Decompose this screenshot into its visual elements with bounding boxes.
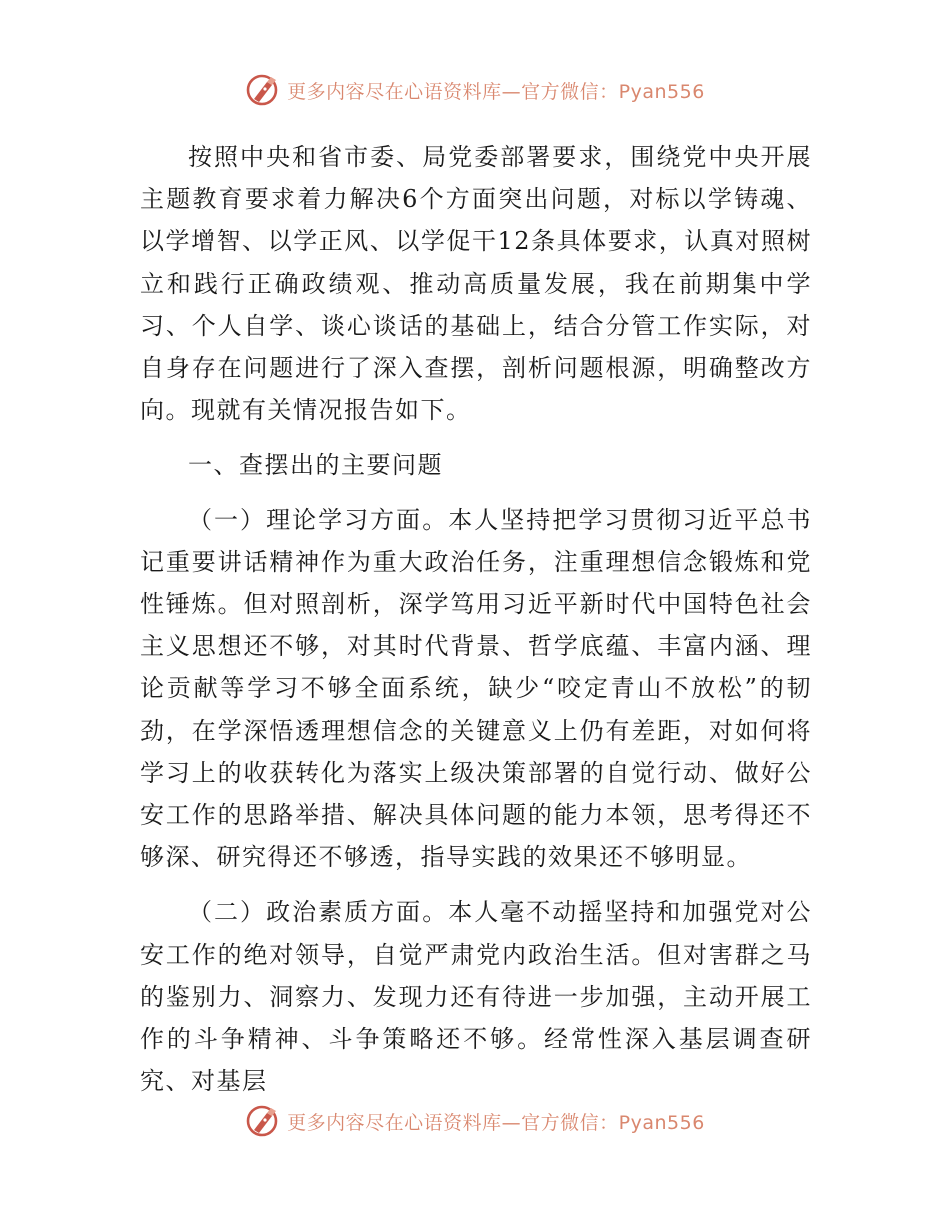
watermark-footer [0,1101,950,1141]
watermark-text: 更多内容尽在心语资料库—官方微信：Pyan556 [287,80,705,103]
watermark-header [0,70,950,110]
watermark-text: 更多内容尽在心语资料库—官方微信：Pyan556 [287,1111,705,1134]
theory-study-paragraph: （一）理论学习方面。本人坚持把学习贯彻习近平总书记重要讲话精神作为重大政治任务，注重理想信念锻炼和党性锤炼。但对照剖析，深学笃用习近平新时代中国特色社会主义思想还不够，对其时代背景、哲学底蕴、丰富内涵、理论贡献等学习不够全面系统，缺少“咬定青山不放松”的韧劲，在学深悟透理想信念的关键意义上仍有差距，对如何将学习上的收获转化为落实上级决策部署的自觉行动、做好公安工作的思路举措、解决具体问题的能力本领，思考得还不够深、研究得还不够透，指导实践的效果还不够明显。 [140,505,812,872]
political-quality-paragraph: （二）政治素质方面。本人毫不动摇坚持和加强党对公安工作的绝对领导，自觉严肃党内政治生活。但对害群之马的鉴别力、洞察力、发现力还有待进一步加强，主动开展工作的斗争精神、斗争策略还不够。经常性深入基层调查研究、对基层 [140,898,812,1096]
intro-paragraph: 按照中央和省市委、局党委部署要求，围绕党中央开展主题教育要求着力解决6个方面突出问题，对标以学铸魂、以学增智、以学正风、以学促干12条具体要求，认真对照树立和践行正确政绩观、推动高质量发展，我在前期集中学习、个人自学、谈心谈话的基础上，结合分管工作实际，对自身存在问题进行了深入查摆，剖析问题根源，明确整改方向。现就有关情况报告如下。 [140,143,812,425]
pen-nib-logo-icon [245,1103,281,1139]
section-heading: 一、查摆出的主要问题 [188,451,443,480]
document-body [140,136,812,1102]
pen-nib-logo-icon [245,72,281,108]
